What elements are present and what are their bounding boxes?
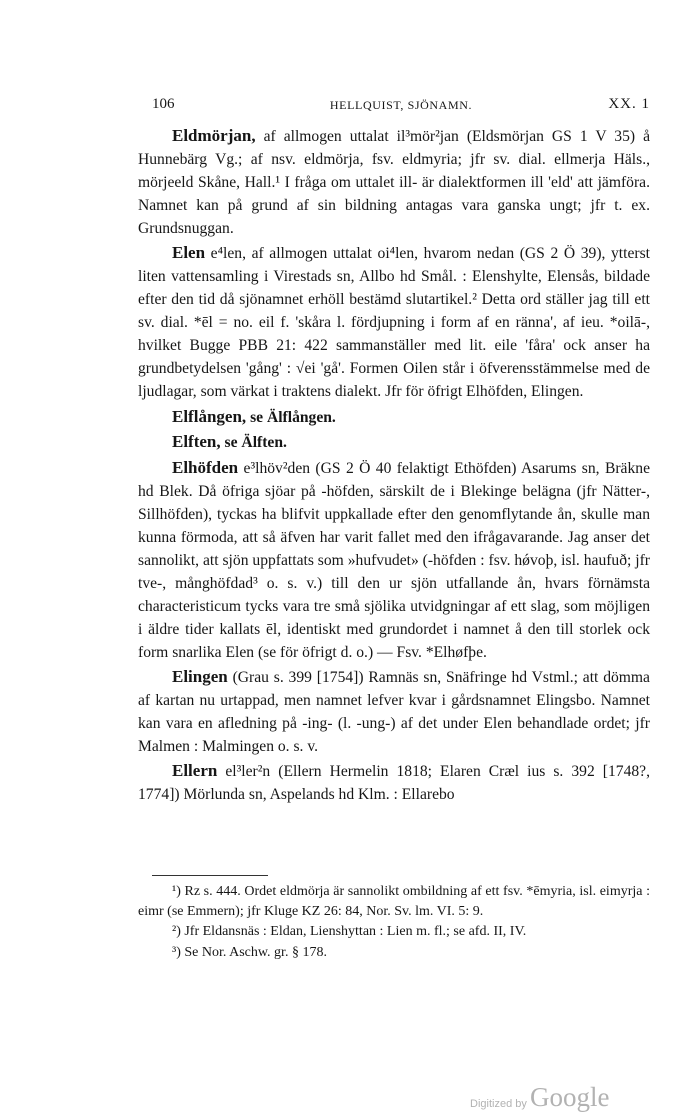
entry-text: e⁴len, af allmogen uttalat oi⁴len, hvarom nedan (GS 2 Ö 39), ytterst liten vattensamling i Virestads sn, Allbo hd Smål. : Elenshylte, Elensås, bildade efter den tid då sjönamnet erhöll bestämd slutartikel.² Detta ord ställer jag till ett sv. dial. *ēl = no. eil f. 'skåra l. fördjupning i form af en ränna', af ieu. *oilā-, hvilket Bugge PBB 21: 422 sammanställer med lit. eile 'fåra' ock anser ha grundbetydelsen 'gång' : √ei 'gå'. Formen Oilen står i öfverensstämmelse med de ljudlagar, som värkat i traktens dialekt. Jfr för öfrigt Elhöfden, Elingen.: [138, 245, 650, 401]
entry-text: se Älflången.: [250, 408, 336, 426]
entry-text: af allmogen uttalat il³mör²jan (Eldsmörjan GS 1 V 35) å Hunnebärg Vg.; af nsv. eldmörja, fsv. eldmyria; jfr sv. dial. ellmerja Häls., mörjeeld Skåne, Hall.¹ I fråga om uttalet ill- är dialektformen ill 'eld' att jämföra. Namnet kan på grund af sin bildning antagas vara ganska ungt; jfr t. ex. Grundsnuggan.: [138, 128, 650, 237]
google-watermark: [470, 1082, 670, 1116]
page-number: 106: [152, 96, 175, 112]
headword: Ellern: [172, 761, 218, 781]
entry-text: (Grau s. 399 [1754]) Ramnäs sn, Snäfringe hd Vstml.; att dömma af kartan nu urtappad, men namnet lefver kvar i gårdsnamnet Elingsbo. Namnet kan vara en afledning på -ing- (l. -ung-) af det under Elen behandlade ordet; jfr Malmen : Malmingen o. s. v.: [138, 668, 650, 755]
entry-text: el³ler²n (Ellern Hermelin 1818; Elaren Cræl ius s. 392 [1748?, 1774]) Mörlunda sn, Aspelands hd Klm. : Ellarebo: [138, 763, 650, 804]
headword: Eldmörjan,: [172, 126, 256, 145]
entry-text: e³lhöv²den (GS 2 Ö 40 felaktigt Ethöfden) Asarums sn, Bräkne hd Blek. Då öfriga sjöar på -höfden, särskilt de i Blekinge belägna (jfr Nätter-, Sillhöfden), tyckas ha blifvit uppkallade efter den genomflytande ån, skulle man kunna förmoda, att så äfven har varit fallet med den ifrågavarande. Jag anser det sannolikt, att sjön uppfattats som »hufvudet» (-höfden : fsv. hǿvoþ, isl. haufuð; jfr tve-, månghöfdad³ o. s. v.) till den ur sjön utfallande ån, hvars förnämsta characteristicum tycks vara tre små sjölika utvidgningar af ett slag, som möjligen i äldre tider kallats ēl, identiskt med grundordet i namnet å den till storlek ock form snarlika Elen (se för öfrigt d. o.) — Fsv. *Elhøfþe.: [138, 459, 650, 661]
entry-elingen: [138, 665, 650, 758]
entry-elflangen: [138, 405, 650, 429]
headword: Elften,: [172, 432, 221, 452]
watermark-digitized-by: Digitized by: [470, 1098, 527, 1110]
running-header: [152, 96, 650, 118]
footnote-divider: [152, 875, 268, 876]
dictionary-body: [138, 124, 650, 808]
google-logo: Google: [530, 1082, 610, 1112]
section-number: XX. 1: [608, 96, 650, 112]
footnotes: [138, 882, 650, 963]
headword: Elhöfden: [172, 457, 239, 477]
entry-elhofden: [138, 456, 650, 664]
headword: Elflången,: [172, 406, 247, 426]
entry-elften: [138, 430, 650, 454]
headword: Elingen: [172, 666, 228, 686]
footnote-2: ²) Jfr Eldansnäs : Eldan, Lienshyttan : Lien m. fl.; se afd. II, IV.: [172, 924, 527, 940]
entry-ellern: [138, 759, 650, 806]
entry-eldmorjan: [138, 124, 650, 240]
footnote-3: ³) Se Nor. Aschw. gr. § 178.: [172, 944, 327, 960]
entry-text: se Älften.: [224, 434, 287, 452]
running-title: HELLQUIST, SJÖNAMN.: [329, 98, 473, 112]
entry-elen: [138, 241, 650, 403]
headword: Elen: [172, 243, 206, 263]
footnote-1: ¹) Rz s. 444. Ordet eldmörja är sannolikt ombildning af ett fsv. *ēmyria, isl. eimyrja : eimr (se Emmern); jfr Kluge KZ 26: 84, Nor. Sv. lm. VI. 5: 9.: [138, 884, 650, 920]
